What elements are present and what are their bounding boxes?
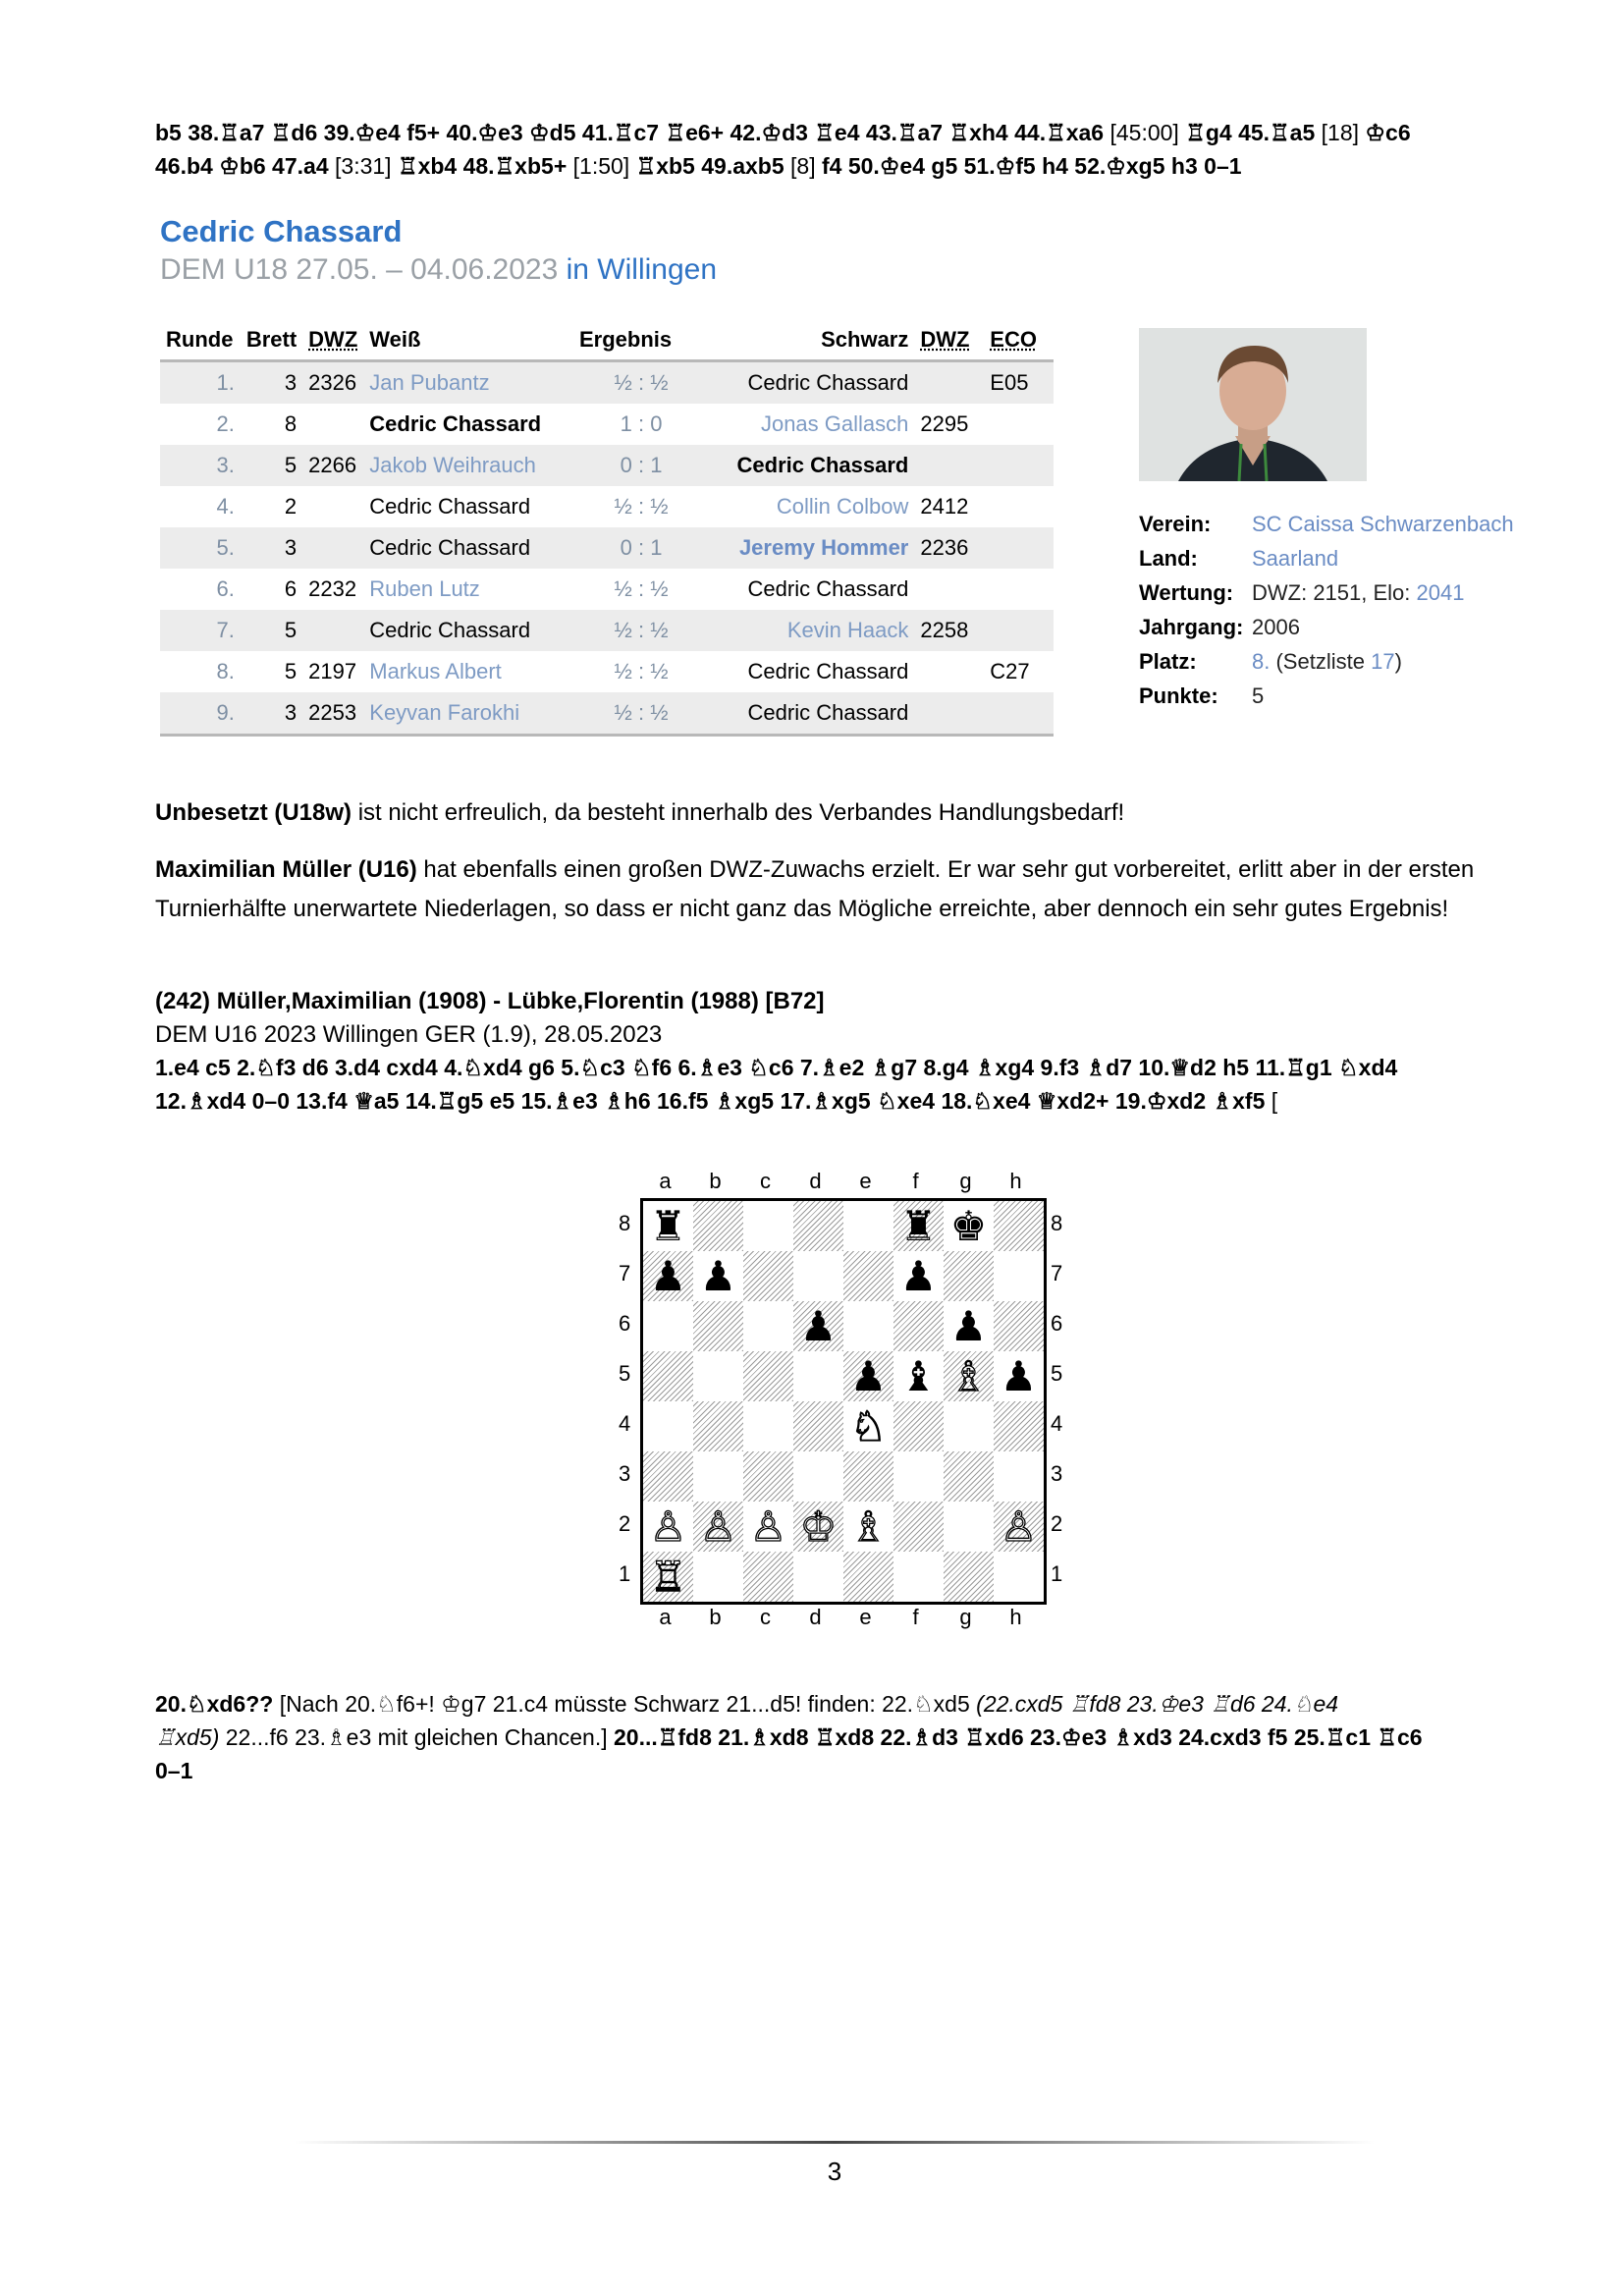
rank-label: 2 [1051, 1511, 1063, 1536]
dwz-white-cell: 2253 [302, 692, 363, 736]
result-cell: 0 : 1 [573, 445, 709, 486]
board-cell: 3 [241, 527, 302, 569]
board-cell: 6 [284, 576, 298, 601]
eco-cell [984, 486, 1054, 527]
dwz-black-cell [914, 569, 984, 610]
annotation-move: 20...♖fd8 21.♗xd8 ♖xd8 22.♗d3 ♖xd6 23.♔e3 ♗xd3 24.cxd3 f5 25.♖c1 ♖c6 [614, 1724, 1423, 1750]
white-player-cell: Cedric Chassard [363, 610, 573, 651]
table-row [160, 527, 1054, 569]
rank-label: 2 [619, 1511, 631, 1536]
board-square-e2 [843, 1502, 893, 1552]
player-info [1139, 507, 1514, 713]
board-square-e3 [843, 1451, 893, 1502]
board-square-f8 [893, 1201, 944, 1251]
board-square-g3 [944, 1451, 994, 1502]
info-label-punkte: Punkte: [1139, 683, 1218, 708]
table-row [160, 404, 1054, 445]
time-annotation: [45:00] [1109, 120, 1179, 145]
game-moves [155, 1051, 1530, 1118]
board-square-h1 [994, 1552, 1044, 1602]
black-pawn-icon: ♟ [949, 1302, 988, 1350]
board-square-a8 [643, 1201, 693, 1251]
dwz-white-cell: 2197 [308, 659, 357, 683]
paragraph-text: ist nicht erfreulich, da besteht innerhalb des Verbandes Handlungsbedarf! [357, 799, 1125, 826]
result-cell: ½ : ½ [573, 692, 709, 736]
board-cell: 5 [241, 445, 302, 486]
table-row [160, 569, 1054, 610]
birth-year-value: 2006 [1252, 615, 1300, 639]
board-square-b2 [693, 1502, 743, 1552]
dwz-white-cell [302, 486, 363, 527]
eco-cell [984, 610, 1054, 651]
result-cell: ½ : ½ [614, 659, 669, 683]
rank-label: 1 [1051, 1561, 1063, 1586]
black-player-cell: Cedric Chassard [709, 361, 914, 405]
white-player-cell[interactable]: Markus Albert [369, 659, 502, 683]
board-square-a1 [643, 1552, 693, 1602]
eco-cell [984, 404, 1054, 445]
seed-label: (Setzliste [1275, 649, 1365, 674]
table-row [160, 361, 1054, 405]
moves-text: b5 38.♖a7 ♖d6 39.♔e4 f5+ 40.♔e3 ♔d5 41.♖c7 ♖e6+ 42.♔d3 ♖e4 43.♖a7 ♖xh4 44.♖xa6 [155, 120, 1105, 145]
board-square-c5 [743, 1351, 793, 1401]
file-label: h [1009, 1169, 1022, 1193]
eco-cell: E05 [984, 361, 1054, 405]
rank-label: 7 [1051, 1261, 1063, 1285]
white-player-cell: Cedric Chassard [369, 494, 531, 519]
black-pawn-icon: ♟ [649, 1252, 687, 1300]
annotation-variation: ♖xd5) [155, 1724, 220, 1750]
board-square-e4 [843, 1401, 893, 1451]
board-square-d3 [793, 1451, 843, 1502]
board-cell: 5 [284, 659, 298, 683]
table-row [160, 610, 1054, 651]
header-ergebnis: Ergebnis [573, 320, 709, 361]
rank-labels-right [1051, 1198, 1062, 1599]
board-cell: 2 [284, 494, 298, 519]
seed-link[interactable]: 17 [1371, 649, 1395, 674]
white-player-cell[interactable]: Keyvan Farokhi [363, 692, 573, 736]
board-square-g5 [944, 1351, 994, 1401]
black-pawn-icon: ♟ [1000, 1352, 1038, 1400]
board-square-f1 [893, 1552, 944, 1602]
board-square-a4 [643, 1401, 693, 1451]
moves-text: f4 50.♔e4 g5 51.♔f5 h4 52.♔xg5 h3 0–1 [822, 153, 1242, 179]
results-table [160, 320, 1054, 737]
info-label-platz: Platz: [1139, 649, 1197, 674]
header-weiss: Weiß [363, 320, 573, 361]
round-cell: 8. [216, 659, 235, 683]
eco-cell [984, 569, 1054, 610]
board-square-c4 [743, 1401, 793, 1451]
result-cell: ½ : ½ [614, 576, 669, 601]
dwz-white-cell [302, 404, 363, 445]
file-label: h [1009, 1605, 1022, 1629]
rank-label: 3 [1051, 1461, 1063, 1486]
white-pawn-icon: ♙ [1000, 1503, 1038, 1551]
round-cell: 7. [160, 610, 241, 651]
board-square-f7 [893, 1251, 944, 1301]
board-square-d8 [793, 1201, 843, 1251]
moves-text: ♖xb4 48.♖xb5+ [397, 153, 568, 179]
board-cell: 3 [241, 361, 302, 405]
chess-board [640, 1198, 1047, 1605]
dwz-black-cell: 2412 [920, 494, 969, 519]
rank-label: 6 [1051, 1311, 1063, 1336]
black-pawn-icon: ♟ [699, 1252, 737, 1300]
dwz-white-cell: 2266 [302, 445, 363, 486]
board-square-h5 [994, 1351, 1044, 1401]
moves-text: ♖g4 45.♖a5 [1185, 120, 1316, 145]
board-square-a5 [643, 1351, 693, 1401]
results-header-row [160, 320, 1054, 361]
paragraph-mueller [155, 850, 1530, 929]
board-square-g1 [944, 1552, 994, 1602]
board-square-d1 [793, 1552, 843, 1602]
board-square-g2 [944, 1502, 994, 1552]
board-square-f5 [893, 1351, 944, 1401]
table-row [160, 445, 1054, 486]
rank-label: 5 [619, 1361, 631, 1386]
white-pawn-icon: ♙ [649, 1503, 687, 1551]
event-location[interactable]: in Willingen [566, 253, 718, 286]
info-label-land: Land: [1139, 546, 1198, 571]
board-square-g7 [944, 1251, 994, 1301]
result-cell: 1 : 0 [620, 411, 663, 436]
black-player-cell: Cedric Chassard [709, 692, 914, 736]
board-square-f2 [893, 1502, 944, 1552]
paragraph-bold: Maximilian Müller (U16) [155, 856, 417, 883]
file-label: d [809, 1605, 822, 1629]
board-square-c8 [743, 1201, 793, 1251]
file-label: b [709, 1169, 722, 1193]
country-link[interactable]: Saarland [1252, 546, 1339, 571]
board-cell: 8 [284, 411, 298, 436]
time-annotation: [8] [790, 153, 816, 179]
seed-close: ) [1394, 649, 1402, 674]
board-square-c2 [743, 1502, 793, 1552]
black-player-cell[interactable]: Jeremy Hommer [709, 527, 914, 569]
rank-label: 1 [619, 1561, 631, 1586]
white-player-cell: Cedric Chassard [369, 411, 542, 436]
club-link[interactable]: SC Caissa Schwarzenbach [1252, 512, 1514, 536]
eco-cell [984, 692, 1054, 736]
dwz-black-cell: 2258 [914, 610, 984, 651]
board-square-h2 [994, 1502, 1044, 1552]
moves-text: ♔c6 [1365, 120, 1411, 145]
board-square-d2 [793, 1502, 843, 1552]
table-row [160, 486, 1054, 527]
board-square-a6 [643, 1301, 693, 1351]
white-player-cell[interactable]: Jakob Weihrauch [363, 445, 573, 486]
black-player-cell: Cedric Chassard [747, 659, 909, 683]
board-square-e5 [843, 1351, 893, 1401]
rank-labels-left [619, 1198, 630, 1599]
file-labels-bottom [640, 1605, 1041, 1630]
board-square-h7 [994, 1251, 1044, 1301]
board-square-b4 [693, 1401, 743, 1451]
board-square-f6 [893, 1301, 944, 1351]
bracket-open: [ [1271, 1088, 1278, 1114]
board-square-a2 [643, 1502, 693, 1552]
board-square-c1 [743, 1552, 793, 1602]
round-cell: 4. [216, 494, 235, 519]
board-square-e8 [843, 1201, 893, 1251]
dwz-black-cell [914, 692, 984, 736]
file-label: e [859, 1169, 872, 1193]
table-row [160, 692, 1054, 736]
black-player-cell: Cedric Chassard [747, 576, 909, 601]
annotation-text: 22...f6 23.♗e3 mit gleichen Chancen.] [225, 1724, 608, 1750]
white-rook-icon: ♖ [649, 1553, 687, 1601]
rank-label: 4 [619, 1411, 631, 1436]
board-square-c3 [743, 1451, 793, 1502]
board-square-d7 [793, 1251, 843, 1301]
file-labels-top [640, 1169, 1041, 1194]
board-square-c7 [743, 1251, 793, 1301]
board-square-b6 [693, 1301, 743, 1351]
event-subtitle [160, 253, 717, 287]
white-king-icon: ♔ [799, 1503, 838, 1551]
file-label: g [959, 1169, 972, 1193]
game-event: DEM U16 2023 Willingen GER (1.9), 28.05.2023 [155, 1021, 663, 1048]
header-schwarz: Schwarz [709, 320, 914, 361]
game-moves-continuation [155, 116, 1530, 183]
board-square-g8 [944, 1201, 994, 1251]
file-label: e [859, 1605, 872, 1629]
board-square-f3 [893, 1451, 944, 1502]
chess-diagram [619, 1169, 1070, 1640]
rank-link[interactable]: 8. [1252, 649, 1271, 674]
file-label: f [912, 1169, 919, 1193]
board-square-g6 [944, 1301, 994, 1351]
file-label: b [709, 1605, 722, 1629]
board-square-a7 [643, 1251, 693, 1301]
board-cell: 3 [241, 692, 302, 736]
black-player-cell[interactable]: Kevin Haack [709, 610, 914, 651]
white-bishop-icon: ♗ [849, 1503, 888, 1551]
paragraph-bold: Unbesetzt (U18w) [155, 799, 352, 826]
moves-text: 1.e4 c5 2.♘f3 d6 3.d4 cxd4 4.♘xd4 g6 5.♘c3 ♘f6 6.♗e3 ♘c6 7.♗e2 ♗g7 8.g4 ♗xg4 9.f3 ♗d7 10.♕d2 h5 11.♖g1 ♘xd4 [155, 1055, 1398, 1080]
file-label: c [760, 1605, 771, 1629]
eco-cell [984, 527, 1054, 569]
event-name: DEM U18 27.05. – 04.06.2023 [160, 253, 559, 286]
board-square-b1 [693, 1552, 743, 1602]
player-photo-image [1139, 328, 1367, 481]
elo-link[interactable]: 2041 [1416, 580, 1465, 605]
result-cell: ½ : ½ [573, 610, 709, 651]
points-value: 5 [1252, 683, 1265, 708]
info-label-verein: Verein: [1139, 512, 1212, 536]
eco-cell: C27 [990, 659, 1030, 683]
board-square-h3 [994, 1451, 1044, 1502]
round-cell: 9. [160, 692, 241, 736]
round-cell: 1. [160, 361, 241, 405]
game-annotation [155, 1687, 1530, 1787]
moves-text: ♖xb5 49.axb5 [635, 153, 784, 179]
board-square-b8 [693, 1201, 743, 1251]
info-label-jahrgang: Jahrgang: [1139, 615, 1244, 639]
black-player-cell[interactable]: Jonas Gallasch [760, 411, 909, 436]
white-pawn-icon: ♙ [699, 1503, 737, 1551]
table-row [160, 651, 1054, 692]
rank-label: 5 [1051, 1361, 1063, 1386]
header-dwz: DWZ [302, 320, 363, 361]
dwz-black-cell [914, 651, 984, 692]
white-knight-icon: ♘ [849, 1402, 888, 1450]
black-pawn-icon: ♟ [849, 1352, 888, 1400]
header-dwz-2: DWZ [914, 320, 984, 361]
moves-text: 46.b4 ♔b6 47.a4 [155, 153, 329, 179]
board-square-e7 [843, 1251, 893, 1301]
round-cell: 6. [216, 576, 235, 601]
rank-label: 7 [619, 1261, 631, 1285]
file-label: g [959, 1605, 972, 1629]
black-bishop-icon: ♝ [899, 1352, 938, 1400]
dwz-white-cell: 2232 [308, 576, 357, 601]
board-square-f4 [893, 1401, 944, 1451]
footer-divider [295, 2141, 1375, 2144]
black-rook-icon: ♜ [649, 1202, 687, 1250]
board-square-h8 [994, 1201, 1044, 1251]
board-square-b7 [693, 1251, 743, 1301]
rank-label: 8 [1051, 1211, 1063, 1235]
paragraph-u18w [155, 793, 1530, 833]
white-player-cell[interactable]: Jan Pubantz [363, 361, 573, 405]
rank-label: 6 [619, 1311, 631, 1336]
board-square-c6 [743, 1301, 793, 1351]
board-square-d5 [793, 1351, 843, 1401]
file-label: a [659, 1605, 672, 1629]
white-bishop-icon: ♗ [949, 1352, 988, 1400]
black-pawn-icon: ♟ [799, 1302, 838, 1350]
board-cell: 5 [241, 610, 302, 651]
black-rook-icon: ♜ [899, 1202, 938, 1250]
eco-cell [984, 445, 1054, 486]
white-player-cell: Cedric Chassard [363, 527, 573, 569]
game-result: 0–1 [155, 1758, 193, 1783]
result-cell: ½ : ½ [614, 494, 669, 519]
white-pawn-icon: ♙ [749, 1503, 787, 1551]
time-annotation: [1:50] [572, 153, 630, 179]
page-number: 3 [827, 2157, 842, 2186]
paragraph-text: hat ebenfalls einen großen DWZ-Zuwachs erzielt. Er war sehr gut vorbereitet, erlitt aber in der ersten Turnierhälfte unerwartete Niederlagen, so dass er nicht ganz das Mögliche erreichte, aber dennoch ein sehr gutes Ergebnis! [155, 856, 1475, 922]
annotation-variation: (22.cxd5 ♖fd8 23.♔e3 ♖d6 24.♘e4 [976, 1691, 1339, 1717]
header-brett: Brett [241, 320, 302, 361]
black-player-cell[interactable]: Collin Colbow [776, 494, 909, 519]
result-cell: 0 : 1 [573, 527, 709, 569]
file-label: c [760, 1169, 771, 1193]
board-square-e6 [843, 1301, 893, 1351]
game-header: (242) Müller,Maximilian (1908) - Lübke,Florentin (1988) [B72] [155, 988, 825, 1014]
round-cell: 3. [160, 445, 241, 486]
board-square-e1 [843, 1552, 893, 1602]
dwz-black-cell [914, 361, 984, 405]
dwz-black-cell: 2295 [920, 411, 969, 436]
player-photo [1139, 328, 1367, 481]
round-cell: 2. [216, 411, 235, 436]
round-cell: 5. [160, 527, 241, 569]
rank-label: 3 [619, 1461, 631, 1486]
file-label: f [912, 1605, 919, 1629]
board-square-d4 [793, 1401, 843, 1451]
black-player-cell: Cedric Chassard [709, 445, 914, 486]
board-square-a3 [643, 1451, 693, 1502]
header-eco: ECO [984, 320, 1054, 361]
board-square-h6 [994, 1301, 1044, 1351]
player-name-title: Cedric Chassard [160, 214, 403, 248]
dwz-white-cell: 2326 [302, 361, 363, 405]
time-annotation: [3:31] [335, 153, 392, 179]
annotation-text: [Nach 20.♘f6+! ♔g7 21.c4 müsste Schwarz 21...d5! finden: 22.♘xd5 [279, 1691, 970, 1717]
dwz-black-cell [914, 445, 984, 486]
white-player-cell[interactable]: Ruben Lutz [369, 576, 480, 601]
board-square-h4 [994, 1401, 1044, 1451]
dwz-white-cell [302, 610, 363, 651]
board-square-d6 [793, 1301, 843, 1351]
file-label: d [809, 1169, 822, 1193]
result-cell: ½ : ½ [573, 361, 709, 405]
rank-label: 4 [1051, 1411, 1063, 1436]
time-annotation: [18] [1321, 120, 1360, 145]
info-label-wertung: Wertung: [1139, 580, 1234, 605]
black-king-icon: ♚ [949, 1202, 988, 1250]
header-runde: Runde [160, 320, 241, 361]
dwz-white-cell [302, 527, 363, 569]
file-label: a [659, 1169, 672, 1193]
dwz-black-cell: 2236 [914, 527, 984, 569]
black-pawn-icon: ♟ [899, 1252, 938, 1300]
board-square-b5 [693, 1351, 743, 1401]
rating-value: DWZ: 2151, Elo: [1252, 580, 1411, 605]
moves-text: 12.♗xd4 0–0 13.f4 ♕a5 14.♖g5 e5 15.♗e3 ♗h6 16.f5 ♗xg5 17.♗xg5 ♘xe4 18.♘xe4 ♕xd2+ 19.♔xd2 ♗xf5 [155, 1088, 1266, 1114]
rank-label: 8 [619, 1211, 631, 1235]
board-square-b3 [693, 1451, 743, 1502]
board-square-g4 [944, 1401, 994, 1451]
annotation-move: 20.♘xd6?? [155, 1691, 274, 1717]
